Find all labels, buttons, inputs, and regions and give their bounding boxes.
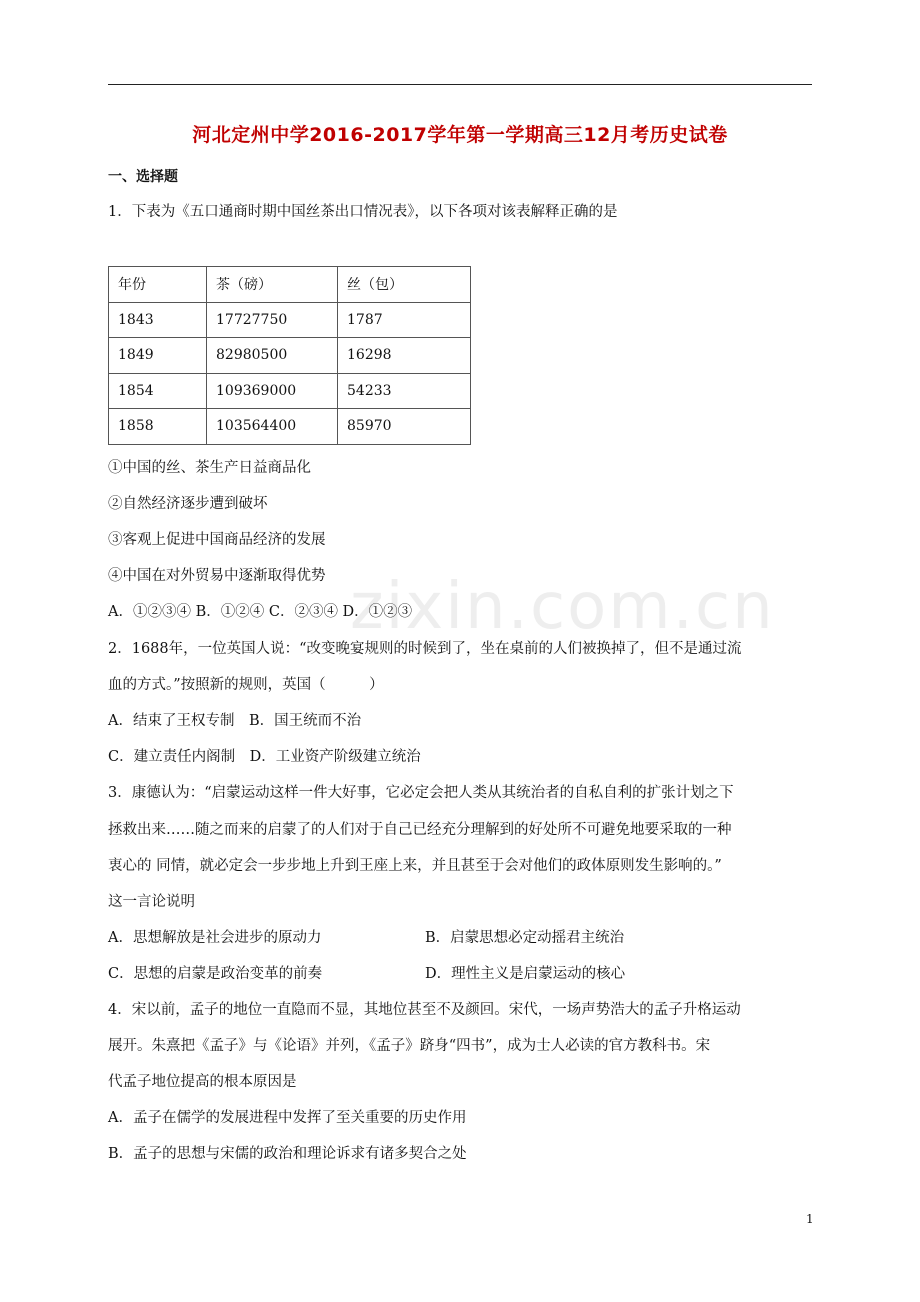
q1-item-4: ④中国在对外贸易中逐渐取得优势 bbox=[108, 568, 326, 584]
q2-stem-line2: 血的方式。”按照新的规则，英国（ ） bbox=[108, 677, 384, 693]
table-header-cell: 茶（磅） bbox=[207, 267, 338, 303]
q2-stem-line1: 2．1688年，一位英国人说：“改变晚宴规则的时候到了，坐在桌前的人们被换掉了，但不是通过流 bbox=[108, 641, 742, 657]
section-heading: 一、选择题 bbox=[108, 169, 178, 185]
table-header-cell: 丝（包） bbox=[338, 267, 471, 303]
q3-option-b: B．启蒙思想必定动摇君主统治 bbox=[425, 930, 625, 946]
q1-stem: 1．下表为《五口通商时期中国丝茶出口情况表》，以下各项对该表解释正确的是 bbox=[108, 204, 618, 220]
table-row bbox=[109, 302, 471, 338]
table-row bbox=[109, 373, 471, 409]
table-cell: 17727750 bbox=[207, 302, 338, 338]
q1-options: A．①②③④ B．①②④ C．②③④ D．①②③ bbox=[108, 604, 413, 620]
table-cell: 54233 bbox=[338, 373, 471, 409]
table-cell: 85970 bbox=[338, 409, 471, 445]
page-title: 河北定州中学2016-2017学年第一学期高三12月考历史试卷 bbox=[192, 124, 728, 146]
q4-option-b: B．孟子的思想与宋儒的政治和理论诉求有诸多契合之处 bbox=[108, 1146, 467, 1162]
q1-item-3: ③客观上促进中国商品经济的发展 bbox=[108, 532, 326, 548]
q3-stem-line4: 这一言论说明 bbox=[108, 894, 195, 910]
q1-item-1: ①中国的丝、茶生产日益商品化 bbox=[108, 460, 311, 476]
q3-stem-line3: 衷心的 同情，就必定会一步步地上升到王座上来，并且甚至于会对他们的政体原则发生影响的。” bbox=[108, 858, 722, 874]
silk-tea-export-table bbox=[108, 266, 471, 445]
table-header-row bbox=[109, 267, 471, 303]
q2-options-row2: C．建立责任内阁制 D．工业资产阶级建立统治 bbox=[108, 749, 421, 765]
q3-stem-line1: 3．康德认为：“启蒙运动这样一件大好事，它必定会把人类从其统治者的自私自利的扩张计划之下 bbox=[108, 785, 734, 801]
q4-option-a: A．孟子在儒学的发展进程中发挥了至关重要的历史作用 bbox=[108, 1110, 467, 1126]
table-row bbox=[109, 409, 471, 445]
table-cell: 16298 bbox=[338, 338, 471, 374]
q1-item-2: ②自然经济逐步遭到破坏 bbox=[108, 496, 268, 512]
q2-options-row1: A．结束了王权专制 B．国王统而不治 bbox=[108, 713, 362, 729]
page-number: 1 bbox=[806, 1212, 814, 1226]
table-cell: 82980500 bbox=[207, 338, 338, 374]
table-cell: 103564400 bbox=[207, 409, 338, 445]
table-header-cell: 年份 bbox=[109, 267, 207, 303]
table-row bbox=[109, 338, 471, 374]
header-rule bbox=[108, 84, 812, 85]
table-cell: 1854 bbox=[109, 373, 207, 409]
q3-option-d: D．理性主义是启蒙运动的核心 bbox=[425, 966, 626, 982]
q4-stem-line2: 展开。朱熹把《孟子》与《论语》并列，《孟子》跻身“四书”，成为士人必读的官方教科书。宋 bbox=[108, 1038, 711, 1054]
q3-option-a: A．思想解放是社会进步的原动力 bbox=[108, 930, 322, 946]
q4-stem-line3: 代孟子地位提高的根本原因是 bbox=[108, 1074, 297, 1090]
q4-stem-line1: 4．宋以前，孟子的地位一直隐而不显，其地位甚至不及颜回。宋代，一场声势浩大的孟子升格运动 bbox=[108, 1002, 741, 1018]
table-cell: 1858 bbox=[109, 409, 207, 445]
q3-stem-line2: 拯救出来……随之而来的启蒙了的人们对于自己已经充分理解到的好处所不可避免地要采取的一种 bbox=[108, 822, 732, 838]
table-cell: 1843 bbox=[109, 302, 207, 338]
q3-option-c: C．思想的启蒙是政治变革的前奏 bbox=[108, 966, 323, 982]
watermark: zixin.com.cn bbox=[350, 570, 775, 644]
table-cell: 1849 bbox=[109, 338, 207, 374]
table-cell: 109369000 bbox=[207, 373, 338, 409]
table-cell: 1787 bbox=[338, 302, 471, 338]
